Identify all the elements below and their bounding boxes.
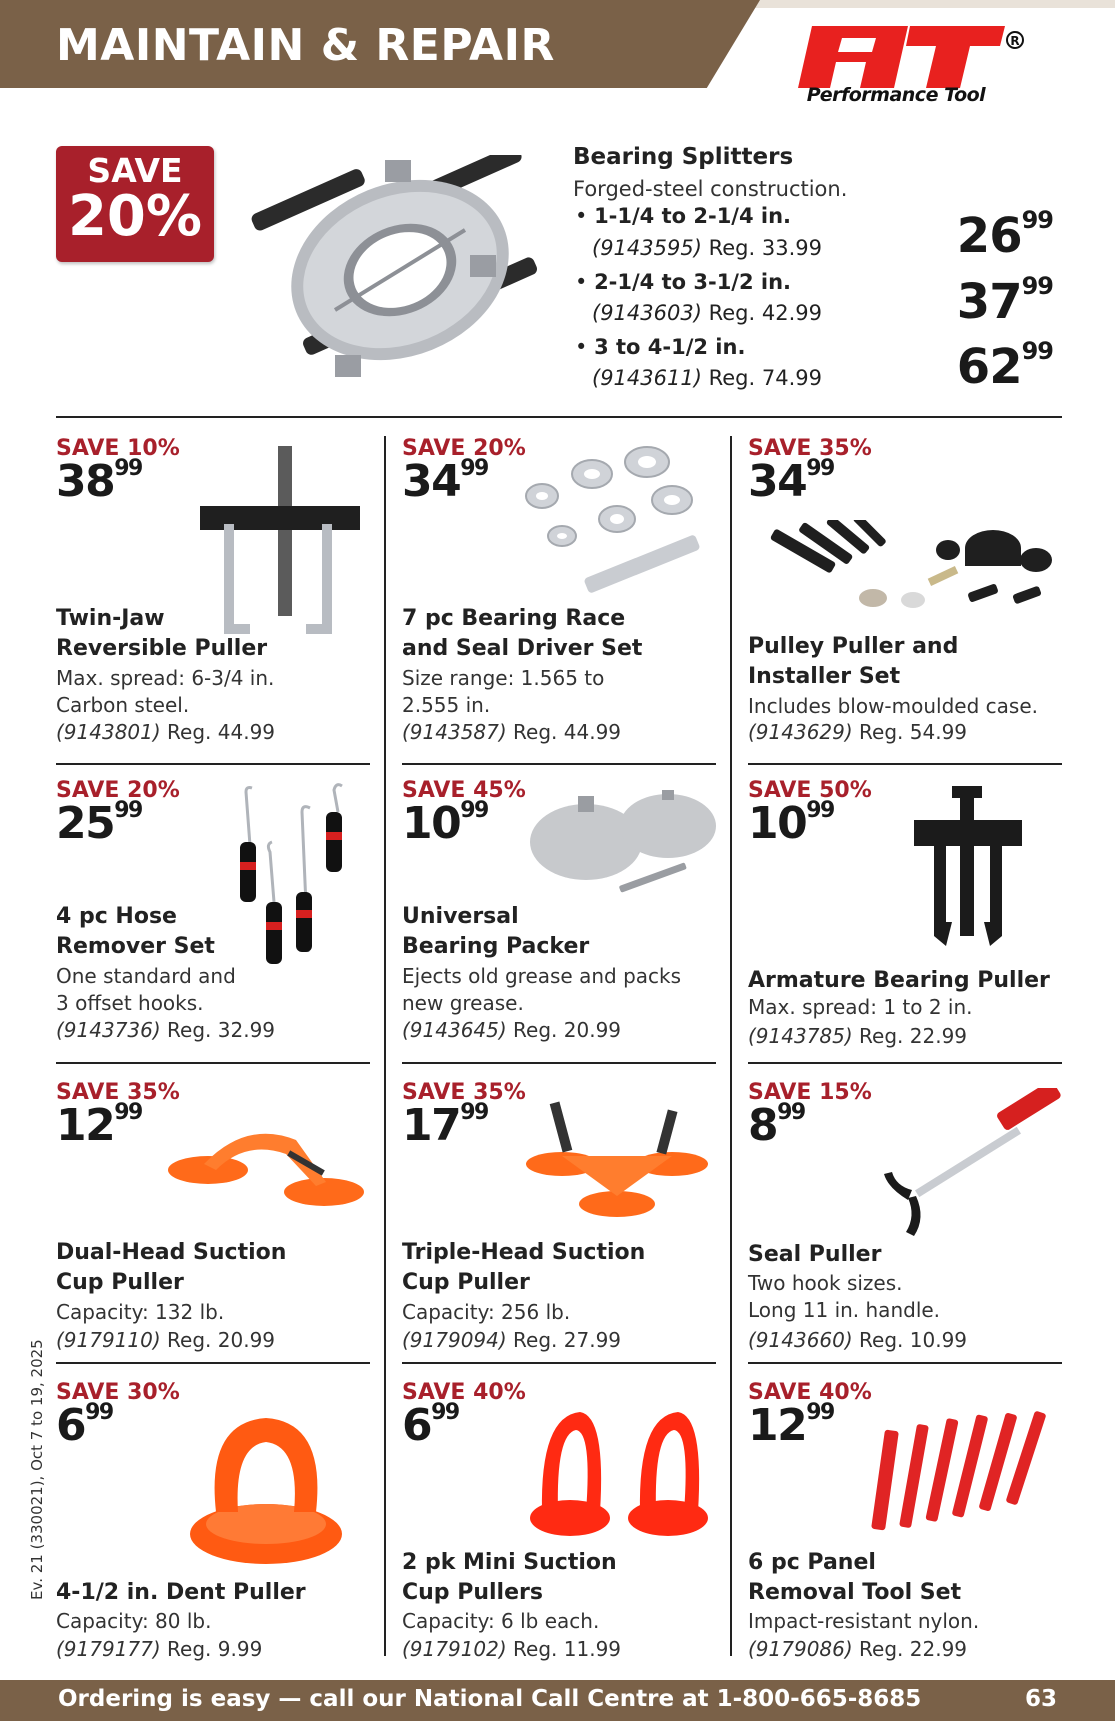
feature-item-price	[956, 205, 1053, 264]
title-line: Armature Bearing Puller	[748, 968, 1050, 993]
product-title	[56, 902, 215, 962]
price-cents: 99	[114, 455, 142, 481]
sku: (9143629)	[748, 720, 853, 744]
page-number: 63	[1024, 1686, 1057, 1712]
row-divider	[748, 1362, 1062, 1364]
footer	[0, 1680, 1115, 1721]
price-cents: 99	[806, 1399, 834, 1425]
dual-suction-cup-image	[166, 1120, 366, 1220]
product-title	[748, 1240, 881, 1270]
product-ref	[56, 720, 275, 744]
title-line: Bearing Packer	[402, 934, 590, 959]
price-main: 17	[402, 1100, 461, 1151]
product-card[interactable]	[748, 1080, 1062, 1360]
desc-line: One standard and	[56, 964, 236, 988]
desc-line: Two hook sizes.	[748, 1271, 903, 1295]
price-cents: 99	[460, 1099, 488, 1125]
pulley-puller-set-image	[768, 520, 1063, 620]
title-line: 6 pc Panel	[748, 1550, 876, 1575]
product-desc	[748, 693, 1038, 720]
title-line: 4 pc Hose	[56, 904, 177, 929]
price	[748, 1399, 834, 1451]
reg-price: Reg. 44.99	[513, 720, 622, 744]
feature-item-ref	[592, 236, 822, 260]
price-cents: 99	[1021, 205, 1053, 234]
product-title	[402, 604, 642, 664]
hose-remover-set-image	[226, 782, 366, 982]
row-divider	[402, 763, 716, 765]
price-cents: 99	[806, 797, 834, 823]
bearing-race-set-image	[522, 444, 712, 594]
product-desc	[402, 963, 681, 1017]
reg-price: Reg. 20.99	[513, 1018, 622, 1042]
sku: (9143587)	[402, 720, 507, 744]
badge-top: SAVE	[87, 151, 183, 190]
header-top-strip	[740, 0, 1115, 8]
armature-puller-image	[908, 786, 1028, 956]
save-label: SAVE 20%	[56, 778, 180, 803]
price	[748, 1099, 805, 1151]
price	[56, 797, 142, 849]
row-divider	[56, 1062, 370, 1064]
section-divider	[56, 416, 1062, 418]
seal-puller-image	[878, 1088, 1063, 1238]
reg-price: Reg. 32.99	[167, 1018, 276, 1042]
column-divider	[730, 436, 732, 1656]
price-cents: 99	[777, 1099, 805, 1125]
price-main: 6	[56, 1400, 86, 1451]
price-main: 26	[956, 208, 1022, 264]
desc-line: Ejects old grease and packs	[402, 964, 682, 988]
reg-price: Reg. 11.99	[513, 1637, 622, 1661]
product-title	[402, 1548, 617, 1608]
sku: (9179102)	[402, 1637, 507, 1661]
reg-price: Reg. 22.99	[859, 1637, 968, 1661]
product-ref	[748, 720, 967, 744]
product-card[interactable]	[56, 778, 370, 1058]
title-line: Installer Set	[748, 664, 901, 689]
price-main: 10	[748, 798, 807, 849]
product-card[interactable]	[402, 436, 716, 748]
product-ref	[56, 1018, 275, 1042]
price-main: 34	[402, 456, 461, 507]
product-card[interactable]	[56, 436, 370, 748]
price-main: 8	[748, 1100, 778, 1151]
title-line: 7 pc Bearing Race	[402, 606, 626, 631]
product-card[interactable]	[402, 1380, 716, 1670]
triple-suction-cup-image	[522, 1092, 712, 1222]
product-desc	[56, 963, 236, 1017]
product-desc	[402, 1608, 599, 1635]
reg-price: Reg. 10.99	[859, 1328, 968, 1352]
save-label: SAVE 50%	[748, 778, 872, 803]
product-card[interactable]	[748, 1380, 1062, 1670]
feature-item-reg: Reg. 42.99	[708, 301, 822, 325]
title-line: Pulley Puller and	[748, 634, 959, 659]
feature-item-ref	[592, 366, 822, 390]
title-line: Cup Pullers	[402, 1580, 543, 1605]
product-desc	[56, 1608, 211, 1635]
reg-price: Reg. 9.99	[167, 1637, 263, 1661]
reg-price: Reg. 20.99	[167, 1328, 276, 1352]
desc-line: Long 11 in. handle.	[748, 1298, 941, 1322]
sku: (9143736)	[56, 1018, 161, 1042]
title-line: Cup Puller	[56, 1270, 184, 1295]
price-cents: 99	[85, 1399, 113, 1425]
price	[402, 797, 488, 849]
price-cents: 99	[114, 1099, 142, 1125]
product-card[interactable]	[748, 778, 1062, 1058]
feature-item-size-label: 1-1/4 to 2-1/4 in.	[594, 204, 792, 228]
desc-line: Capacity: 256 lb.	[402, 1300, 571, 1324]
dent-puller-image	[176, 1402, 356, 1572]
desc-line: Capacity: 80 lb.	[56, 1609, 212, 1633]
feature-item-reg: Reg. 74.99	[708, 366, 822, 390]
product-desc	[402, 1299, 570, 1326]
title-line: 4-1/2 in. Dent Puller	[56, 1580, 306, 1605]
feature-item-sku: (9143611)	[592, 366, 702, 390]
row-divider	[402, 1362, 716, 1364]
product-ref	[402, 1328, 621, 1352]
feature-item-sku: (9143603)	[592, 301, 702, 325]
bearing-packer-image	[528, 784, 718, 904]
title-line: 2 pk Mini Suction	[402, 1550, 617, 1575]
save-label: SAVE 20%	[402, 436, 526, 461]
column-divider	[384, 436, 386, 1656]
sku: (9179110)	[56, 1328, 161, 1352]
title-line: Removal Tool Set	[748, 1580, 962, 1605]
save-label: SAVE 30%	[56, 1380, 180, 1405]
price-main: 34	[748, 456, 807, 507]
product-ref	[748, 1328, 967, 1352]
product-ref	[402, 1018, 621, 1042]
feature-item-size: • 2-1/4 to 3-1/2 in.	[575, 270, 792, 294]
product-desc	[402, 665, 604, 719]
price-main: 37	[956, 274, 1022, 330]
reg-price: Reg. 54.99	[859, 720, 968, 744]
row-divider	[56, 763, 370, 765]
price-cents: 99	[806, 455, 834, 481]
product-card[interactable]	[748, 436, 1062, 748]
panel-removal-tools-image	[868, 1410, 1058, 1550]
footer-text: Ordering is easy — call our National Call Centre at 1-800-665-8685	[58, 1686, 922, 1712]
price-cents: 99	[431, 1399, 459, 1425]
sku: (9179094)	[402, 1328, 507, 1352]
save-badge	[56, 146, 214, 262]
feature-item-size-label: 3 to 4-1/2 in.	[594, 335, 746, 359]
reg-price: Reg. 44.99	[167, 720, 276, 744]
product-card[interactable]	[402, 1080, 716, 1360]
product-card[interactable]	[56, 1080, 370, 1360]
product-title	[56, 1578, 306, 1608]
desc-line: 3 offset hooks.	[56, 991, 204, 1015]
brand-tagline: Performance Tool	[806, 84, 986, 106]
product-ref	[748, 1024, 967, 1048]
title-line: Seal Puller	[748, 1242, 882, 1267]
feature-title: Bearing Splitters	[573, 144, 794, 170]
sku: (9179086)	[748, 1637, 853, 1661]
product-title	[56, 604, 267, 664]
title-line: Dual-Head Suction	[56, 1240, 287, 1265]
price	[56, 1099, 142, 1151]
edition-note: Ev. 21 (330021), Oct 7 to 19, 2025	[28, 1339, 46, 1600]
feature-item-size-label: 2-1/4 to 3-1/2 in.	[594, 270, 792, 294]
price	[748, 797, 834, 849]
price-cents: 99	[460, 797, 488, 823]
feature-item-reg: Reg. 33.99	[708, 236, 822, 260]
sku: (9143660)	[748, 1328, 853, 1352]
price-cents: 99	[1021, 336, 1053, 365]
reg-price: Reg. 27.99	[513, 1328, 622, 1352]
row-divider	[748, 763, 1062, 765]
feature-description: Forged-steel construction.	[573, 177, 848, 201]
desc-line: Max. spread: 6-3/4 in.	[56, 666, 275, 690]
save-label: SAVE 15%	[748, 1080, 872, 1105]
save-label: SAVE 35%	[402, 1080, 526, 1105]
title-line: Triple-Head Suction	[402, 1240, 646, 1265]
price	[56, 1399, 113, 1451]
feature-item-ref	[592, 301, 822, 325]
sku: (9179177)	[56, 1637, 161, 1661]
desc-line: Carbon steel.	[56, 693, 190, 717]
row-divider	[748, 1062, 1062, 1064]
desc-line: Capacity: 6 lb each.	[402, 1609, 600, 1633]
page-title: MAINTAIN & REPAIR	[56, 20, 555, 71]
save-label: SAVE 40%	[402, 1380, 526, 1405]
price	[402, 455, 488, 507]
price	[402, 1099, 488, 1151]
price-main: 62	[956, 339, 1022, 395]
row-divider	[402, 1062, 716, 1064]
product-card[interactable]	[402, 778, 716, 1058]
price-main: 38	[56, 456, 115, 507]
price-cents: 99	[460, 455, 488, 481]
product-ref	[56, 1328, 275, 1352]
product-title	[56, 1238, 286, 1298]
price-main: 6	[402, 1400, 432, 1451]
price-cents: 99	[114, 797, 142, 823]
desc-line: Capacity: 132 lb.	[56, 1300, 225, 1324]
product-desc	[56, 665, 274, 719]
price	[56, 455, 142, 507]
feature-item-sku: (9143595)	[592, 236, 702, 260]
product-title	[748, 632, 958, 692]
reg-price: Reg. 22.99	[859, 1024, 968, 1048]
sku: (9143801)	[56, 720, 161, 744]
price-main: 12	[748, 1400, 807, 1451]
feature-item-price	[956, 271, 1053, 330]
svg-text:R: R	[1010, 34, 1020, 48]
price-main: 25	[56, 798, 115, 849]
desc-line: Impact-resistant nylon.	[748, 1609, 980, 1633]
feature-item-size: • 3 to 4-1/2 in.	[575, 335, 746, 359]
product-desc	[748, 1608, 979, 1635]
feature-item-price	[956, 336, 1053, 395]
price-main: 10	[402, 798, 461, 849]
save-label: SAVE 40%	[748, 1380, 872, 1405]
product-title	[402, 1238, 645, 1298]
desc-line: new grease.	[402, 991, 524, 1015]
save-label: SAVE 35%	[56, 1080, 180, 1105]
price	[748, 455, 834, 507]
desc-line: Includes blow-moulded case.	[748, 694, 1038, 718]
product-card[interactable]	[56, 1380, 370, 1670]
badge-value: 20%	[67, 184, 203, 249]
save-label: SAVE 45%	[402, 778, 526, 803]
product-ref	[56, 1637, 262, 1661]
feature-item-size: • 1-1/4 to 2-1/4 in.	[575, 204, 792, 228]
product-desc	[748, 994, 973, 1021]
desc-line: Max. spread: 1 to 2 in.	[748, 995, 973, 1019]
mini-suction-cups-image	[528, 1400, 714, 1540]
title-line: Twin-Jaw	[56, 606, 165, 631]
row-divider	[56, 1362, 370, 1364]
price	[402, 1399, 459, 1451]
product-title	[402, 902, 589, 962]
title-line: Reversible Puller	[56, 636, 268, 661]
bearing-splitter-image	[240, 155, 550, 390]
product-ref	[748, 1637, 967, 1661]
price-main: 12	[56, 1100, 115, 1151]
save-label: SAVE 10%	[56, 436, 180, 461]
title-line: and Seal Driver Set	[402, 636, 643, 661]
desc-line: Size range: 1.565 to	[402, 666, 605, 690]
desc-line: 2.555 in.	[402, 693, 491, 717]
sku: (9143645)	[402, 1018, 507, 1042]
product-ref	[402, 1637, 621, 1661]
product-title	[748, 1548, 961, 1608]
product-desc	[56, 1299, 224, 1326]
product-ref	[402, 720, 621, 744]
title-line: Remover Set	[56, 934, 215, 959]
sku: (9143785)	[748, 1024, 853, 1048]
price-cents: 99	[1021, 271, 1053, 300]
product-title	[748, 966, 1050, 996]
product-desc	[748, 1270, 940, 1324]
save-label: SAVE 35%	[748, 436, 872, 461]
title-line: Cup Puller	[402, 1270, 530, 1295]
title-line: Universal	[402, 904, 519, 929]
